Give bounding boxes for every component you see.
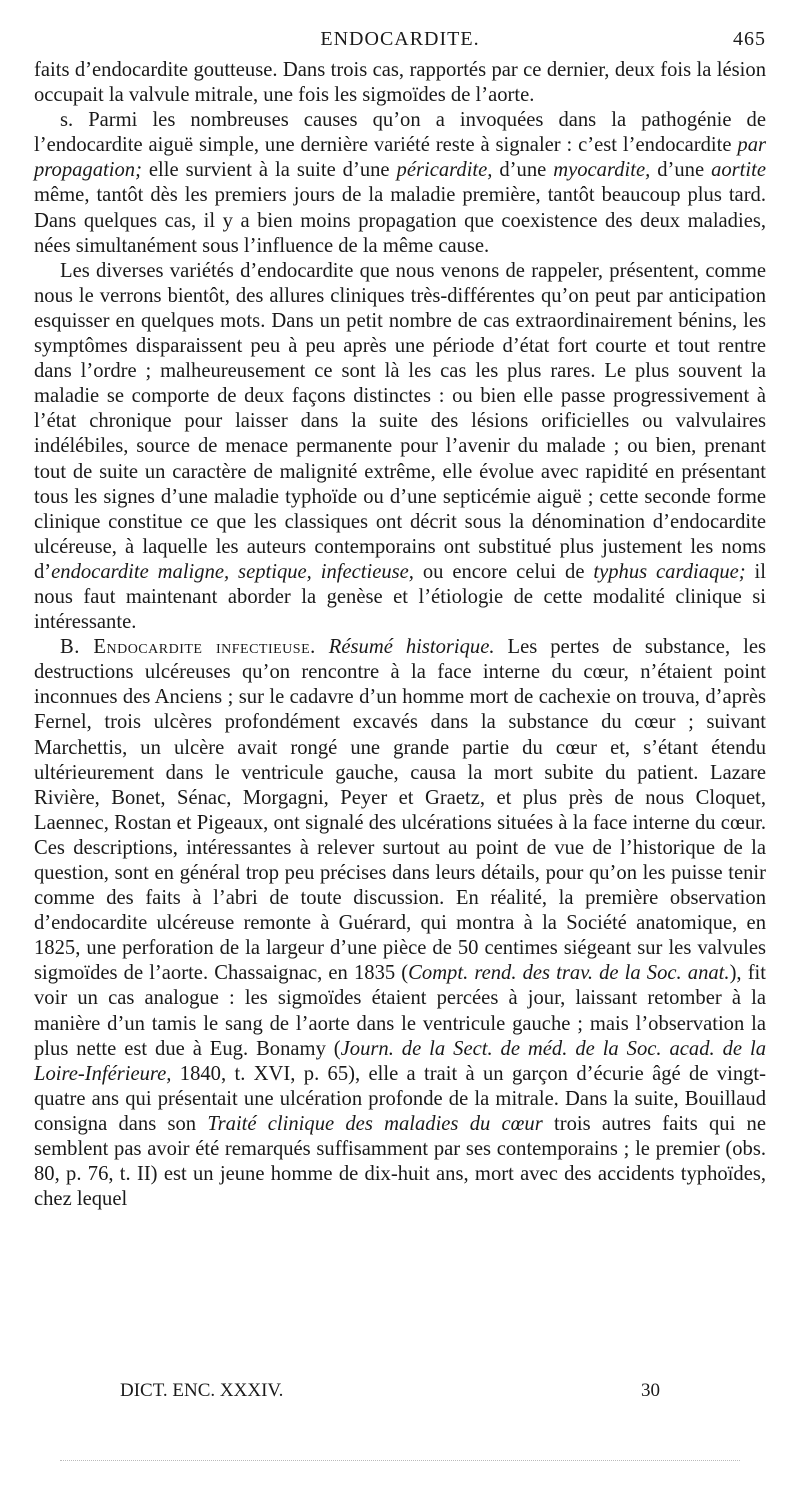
italic-term: aortite — [711, 159, 766, 182]
signature-mark: DICT. ENC. XXXIV. — [120, 1380, 284, 1401]
running-header — [34, 28, 766, 56]
paragraph-text: Les pertes de substance, les destructions ulcéreuses qu’on rencontre à la face interne du cœur, n’étaient point inconnues des Anciens ; sur le cadavre d’un homme mort de cachexie on trouva, d’après Fernel, trois ulcères profondément excavés dans la substance du cœur ; suivant Marchettis, un ulcère avait rongé une grande partie du cœur et, s’étant étendu ultérieurement dans le ventricule gauche, causa la mort subite du patient. Lazare Rivière, Bonet, Sénac, Morgagni, Peyer et Graetz, et plus près de nous Cloquet, Laennec, Rostan et Pigeaux, ont signalé des ulcérations situées à la face interne du cœur. Ces descriptions, intéressantes à relever surtout au point de vue de l’historique de la question, sont en général trop peu précises dans leurs détails, pour qu’on les puisse tenir comme des faits à l’abri de toute discussion. En réalité, la première observation d’endocardite ulcéreuse remonte à Guérard, qui montra à la Société anatomique, en 1825, une perforation de la largeur d’une pièce de 50 centimes siégeant sur les valvules sigmoïdes de l’aorte. Chassaignac, en 1835 ( — [34, 636, 766, 985]
citation: Compt. rend. des trav. de la Soc. anat. — [408, 962, 730, 985]
paragraph-text: d’une — [492, 159, 554, 182]
running-title: ENDOCARDITE. — [320, 28, 480, 50]
paragraph-text: il nous faut maintenant aborder la genèse et l’étiologie de cette modalité clinique si intéressante. — [34, 560, 766, 634]
paragraph-continued — [34, 58, 766, 108]
paragraph-text: ou encore celui de — [413, 560, 594, 583]
citation: Journ. de la Sect. de méd. de la Soc. acad. de la Loire-Inférieure, — [34, 1037, 766, 1085]
italic-term: péricardite, — [396, 159, 493, 182]
page-number: 465 — [733, 28, 766, 50]
italic-term: typhus cardiaque; — [593, 560, 746, 583]
sheet-number: 30 — [641, 1380, 660, 1401]
italic-term: myocardite, — [553, 159, 651, 182]
paragraph-text: trois autres faits qui ne semblent pas avoir été remarqués suffisamment par ses contemporains ; le premier (obs. 80, p. 76, t. II) est un jeune homme de dix-huit ans, mort avec des accidents typhoïdes, chez lequel — [34, 1112, 766, 1211]
italic-term: endocardite maligne, septique, infectieuse, — [51, 560, 414, 583]
text-body — [34, 58, 766, 1212]
paragraph-text: même, tantôt dès les premiers jours de la maladie première, tantôt beaucoup plus tard. Dans quelques cas, il y a bien moins propagation que coexistence des deux maladies, nées simultanément sous l’influence de la même cause. — [34, 184, 766, 257]
paragraph-varieties — [34, 259, 766, 635]
section-heading: B. Endocardite infectieuse. — [60, 636, 316, 659]
paragraph-text: Les diverses variétés d’endocardite que nous venons de rappeler, présentent, comme nous le verrons bientôt, des allures cliniques très-différentes qu’on peut par anticipation esquisser en quelques mots. Dans un petit nombre de cas extraordinairement bénins, les symptômes disparaissent peu à peu après une période d’état fort courte et tout rentre dans l’ordre ; malheureusement ce sont là les cas les plus rares. Le plus souvent la maladie se comporte de deux façons distinctes : ou bien elle passe progressivement à l’état chronique pour laisser dans la suite des lésions orificielles ou valvulaires indélébiles, source de menace permanente pour l’avenir du malade ; ou bien, prenant tout de suite un caractère de malignité extrême, elle évolue avec rapidité en présentant tous les signes d’une maladie typhoïde ou d’une septicémie aiguë ; cette seconde forme clinique constitue ce que les classiques ont décrit sous la dénomination d’endocardite ulcéreuse, à laquelle les auteurs contemporains ont substitué plus justement les noms d’ — [34, 259, 766, 583]
paragraph-text: faits d’endocardite goutteuse. Dans trois cas, rapportés par ce dernier, deux fois la lésion occupait la valvule mitrale, une fois les sigmoïdes de l’aorte. — [34, 59, 766, 107]
paragraph-propagation — [34, 108, 766, 259]
italic-term: par propagation; — [34, 134, 766, 182]
paragraph-text: 1840, t. XVI, p. 65), elle a trait à un garçon d’écurie âgé de vingt-quatre ans qui présentait une ulcération profonde de la mitrale. Dans la suite, Bouillaud consigna dans son — [34, 1062, 766, 1135]
paragraph-text: elle survient à la suite d’une — [141, 159, 397, 182]
paragraph-text: d’une — [650, 159, 712, 182]
citation: Traité clinique des maladies du cœur — [207, 1112, 543, 1135]
bottom-rule — [60, 1460, 740, 1461]
paragraph-text: s. Parmi les nombreuses causes qu’on a invoquées dans la pathogénie de l’endocardite aiguë simple, une dernière variété reste à signaler : c’est l’endocardite — [34, 109, 766, 157]
section-subtitle: Résumé historique. — [328, 636, 495, 659]
paragraph-infectious-endocarditis — [34, 635, 766, 1212]
paragraph-text: ), fit voir un cas analogue : les sigmoïdes étaient percées à jour, laissant retomber à la manière d’un tamis le sang de l’aorte dans le ventricule gauche ; mais l’observation la plus nette est due à Eug. Bonamy ( — [34, 962, 766, 1060]
